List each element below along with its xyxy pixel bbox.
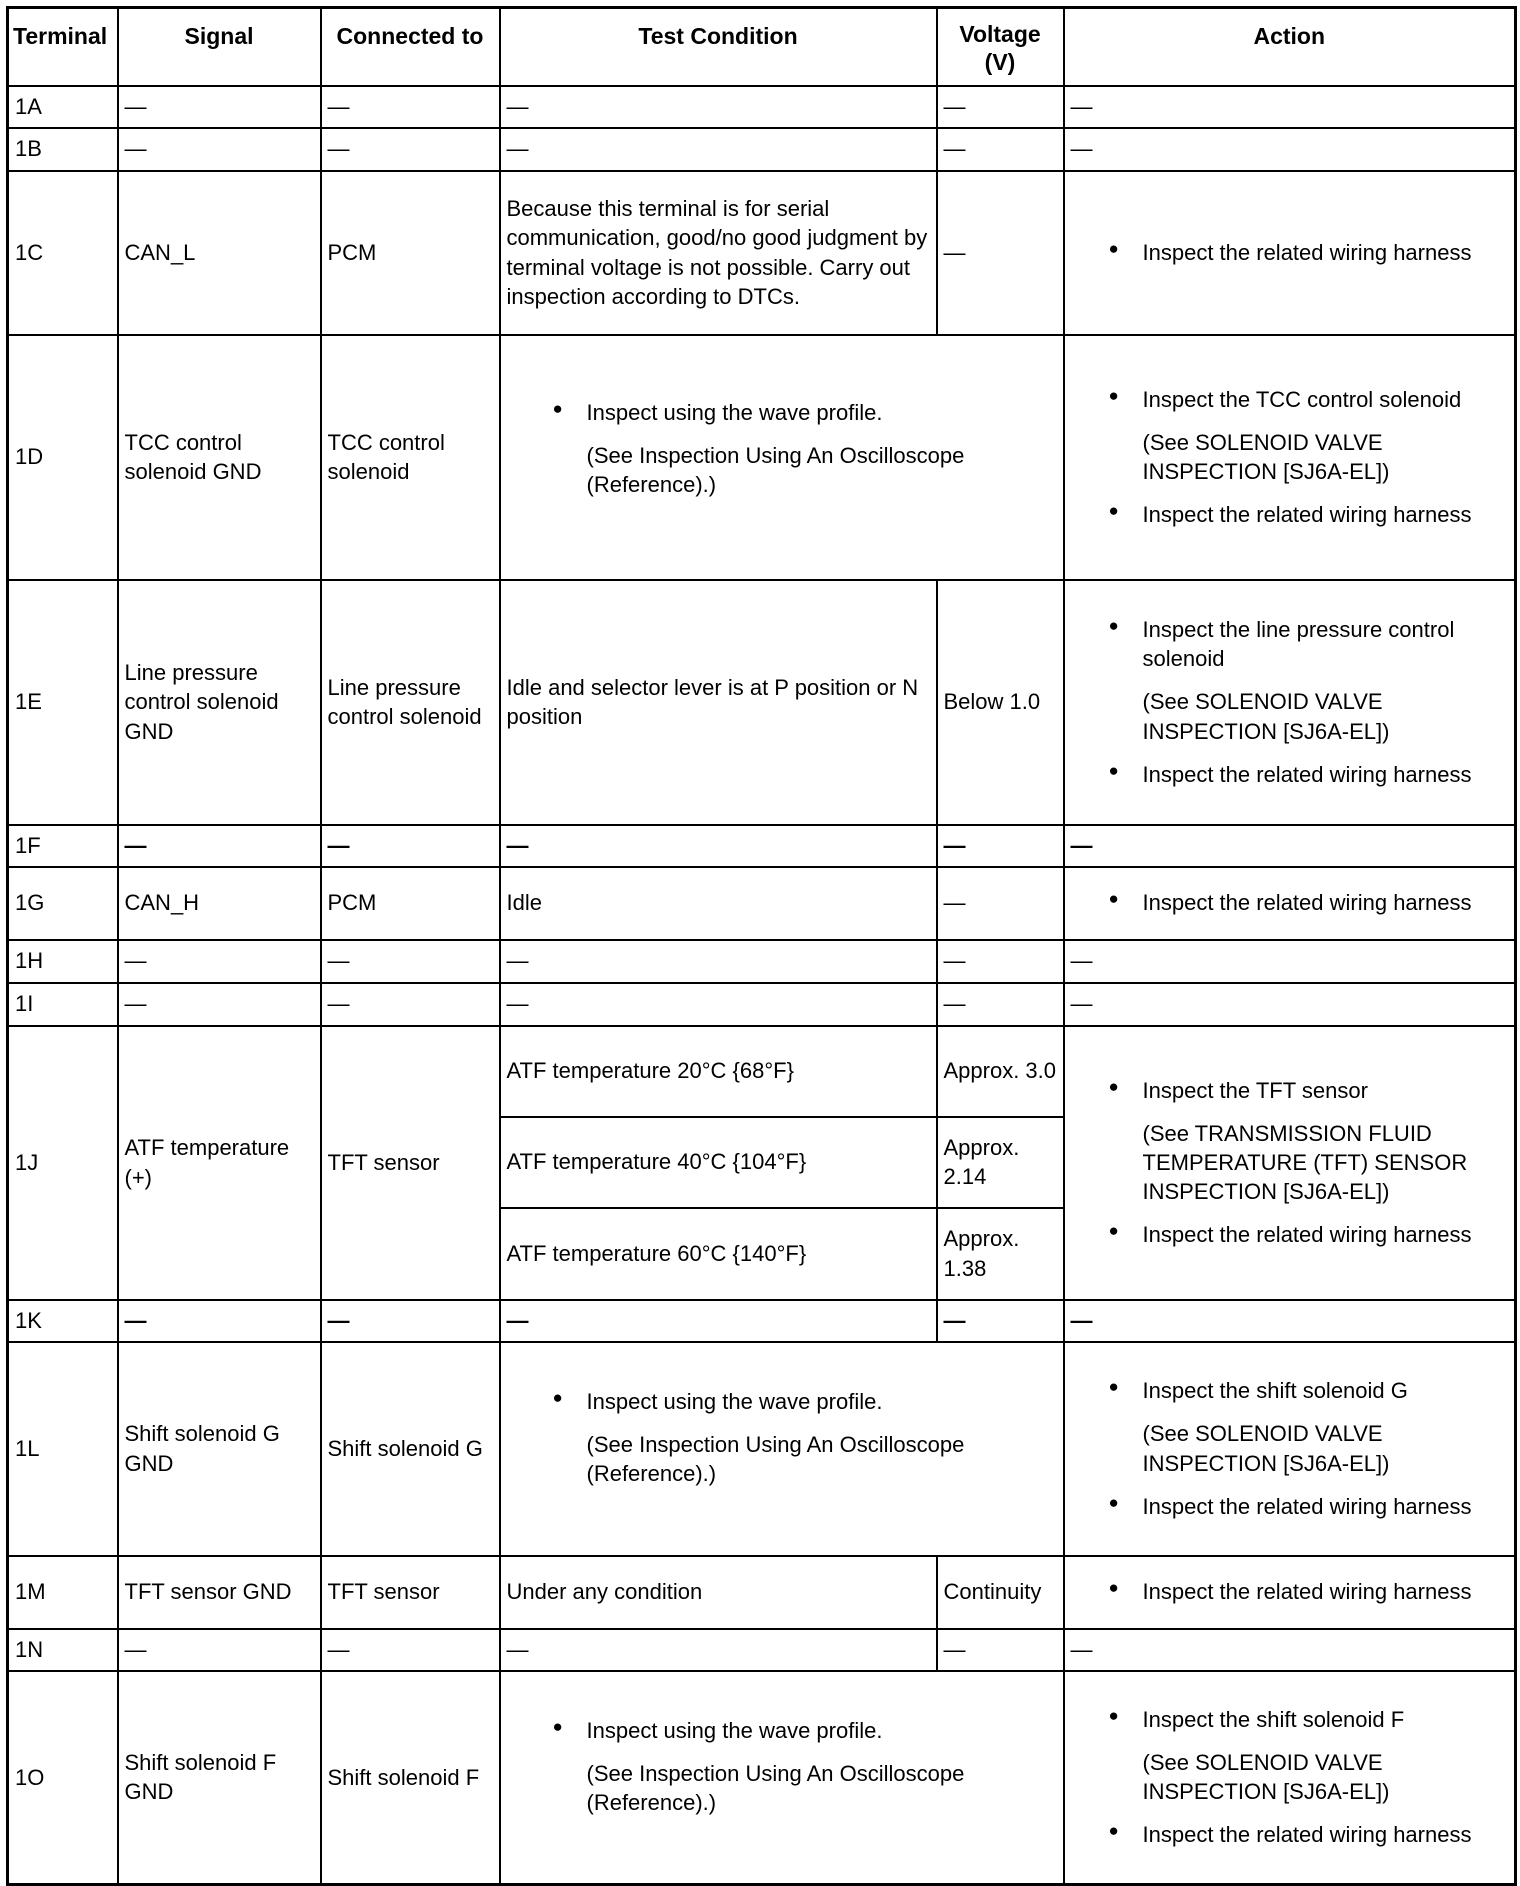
terminal-cell: 1N (8, 1629, 118, 1671)
action-item: ● Inspect the related wiring harness (1071, 1492, 1509, 1521)
table-row (8, 171, 1516, 335)
signal-cell: — (118, 1629, 321, 1671)
voltage-cell: — (937, 825, 1064, 867)
connected-to-cell: TFT sensor (321, 1556, 500, 1629)
voltage-cell: — (937, 86, 1064, 128)
action-item: ● Inspect the related wiring harness (1071, 238, 1509, 267)
signal-cell: — (118, 1300, 321, 1342)
voltage-cell: Below 1.0 (937, 580, 1064, 825)
signal-cell: — (118, 825, 321, 867)
voltage-cell: Approx. 2.14 (937, 1117, 1064, 1208)
connected-to-cell: — (321, 825, 500, 867)
action-cell: — (1064, 128, 1516, 171)
action-item: ● Inspect the related wiring harness (1071, 1577, 1509, 1606)
test-condition-cell: Idle (500, 867, 937, 940)
test-condition-cell: Idle and selector lever is at P position or N position (500, 580, 937, 825)
connected-to-cell: — (321, 128, 500, 171)
voltage-cell: — (937, 1300, 1064, 1342)
table-row (8, 825, 1516, 867)
action-reference: (See SOLENOID VALVE INSPECTION [SJ6A-EL]) (1142, 429, 1390, 484)
test-condition-cell: — (500, 983, 937, 1026)
terminal-cell: 1E (8, 580, 118, 825)
connected-to-cell: — (321, 940, 500, 983)
terminal-cell: 1A (8, 86, 118, 128)
test-condition-item: ● Inspect using the wave profile. (507, 1387, 1057, 1416)
header-row (8, 8, 1516, 86)
table-row (8, 940, 1516, 983)
connected-to-cell: Line pressure control solenoid (321, 580, 500, 825)
signal-cell: — (118, 983, 321, 1026)
voltage-cell: — (937, 983, 1064, 1026)
test-condition-cell: Because this terminal is for serial communication, good/no good judgment by terminal voltage is not possible. Carry out inspection according to DTCs. (500, 171, 937, 335)
test-condition-cell: — (500, 86, 937, 128)
action-item: ● Inspect the line pressure control solenoid (1071, 615, 1509, 673)
test-condition-item: ● Inspect using the wave profile. (507, 1716, 1057, 1745)
test-condition-cell (500, 1342, 1064, 1556)
connected-to-cell: — (321, 1300, 500, 1342)
signal-cell: Shift solenoid F GND (118, 1671, 321, 1885)
signal-cell: — (118, 128, 321, 171)
signal-cell: CAN_H (118, 867, 321, 940)
test-condition-item: ● Inspect using the wave profile. (507, 398, 1057, 427)
action-cell: — (1064, 940, 1516, 983)
connected-to-cell: TCC control solenoid (321, 335, 500, 580)
test-condition-cell: ATF temperature 40°C {104°F} (500, 1117, 937, 1208)
signal-cell: Shift solenoid G GND (118, 1342, 321, 1556)
connected-to-cell: PCM (321, 171, 500, 335)
test-condition-cell: ATF temperature 20°C {68°F} (500, 1026, 937, 1117)
test-condition-reference: (See Inspection Using An Oscilloscope (Reference).) (586, 442, 965, 497)
header-action: Action (1064, 8, 1516, 86)
test-condition-cell: — (500, 1300, 937, 1342)
action-cell: — (1064, 825, 1516, 867)
action-cell (1064, 171, 1516, 335)
connected-to-cell: TFT sensor (321, 1026, 500, 1300)
signal-cell: TCC control solenoid GND (118, 335, 321, 580)
test-condition-cell (500, 1671, 1064, 1885)
action-item: ● Inspect the related wiring harness (1071, 500, 1509, 529)
terminal-cell: 1O (8, 1671, 118, 1885)
terminal-cell: 1L (8, 1342, 118, 1556)
action-cell: — (1064, 983, 1516, 1026)
voltage-cell: — (937, 940, 1064, 983)
action-cell: — (1064, 1300, 1516, 1342)
table-row (8, 867, 1516, 940)
connected-to-cell: — (321, 86, 500, 128)
signal-cell: — (118, 940, 321, 983)
action-cell (1064, 1026, 1516, 1300)
action-cell (1064, 335, 1516, 580)
voltage-cell: Approx. 3.0 (937, 1026, 1064, 1117)
signal-cell: Line pressure control solenoid GND (118, 580, 321, 825)
action-reference: (See SOLENOID VALVE INSPECTION [SJ6A-EL]) (1142, 1750, 1390, 1805)
terminal-cell: 1K (8, 1300, 118, 1342)
test-condition-cell: Under any condition (500, 1556, 937, 1629)
header-connected-to: Connected to (321, 8, 500, 86)
connected-to-cell: PCM (321, 867, 500, 940)
action-cell: — (1064, 1629, 1516, 1671)
terminal-cell: 1I (8, 983, 118, 1026)
voltage-cell: — (937, 128, 1064, 171)
action-item: ● Inspect the shift solenoid F (1071, 1705, 1509, 1734)
action-item: ● Inspect the TCC control solenoid (1071, 385, 1509, 414)
table-row (8, 1026, 1516, 1117)
header-test-condition: Test Condition (500, 8, 937, 86)
terminal-cell: 1F (8, 825, 118, 867)
test-condition-cell: — (500, 825, 937, 867)
signal-cell: — (118, 86, 321, 128)
header-terminal: Terminal (8, 8, 118, 86)
table-row (8, 1342, 1516, 1556)
connected-to-cell: Shift solenoid G (321, 1342, 500, 1556)
test-condition-cell: ATF temperature 60°C {140°F} (500, 1208, 937, 1300)
action-reference: (See SOLENOID VALVE INSPECTION [SJ6A-EL]) (1142, 689, 1390, 744)
connected-to-cell: — (321, 983, 500, 1026)
table-row (8, 1629, 1516, 1671)
header-signal: Signal (118, 8, 321, 86)
table-row (8, 128, 1516, 171)
action-item: ● Inspect the related wiring harness (1071, 1220, 1509, 1249)
action-item: ● Inspect the related wiring harness (1071, 1820, 1509, 1849)
terminal-voltage-table (6, 6, 1517, 1886)
voltage-cell: — (937, 867, 1064, 940)
terminal-cell: 1C (8, 171, 118, 335)
table-row (8, 1671, 1516, 1885)
action-reference: (See TRANSMISSION FLUID TEMPERATURE (TFT) SENSOR INSPECTION [SJ6A-EL]) (1142, 1120, 1468, 1205)
action-item: ● Inspect the TFT sensor (1071, 1076, 1509, 1105)
test-condition-cell: — (500, 940, 937, 983)
voltage-cell: Approx. 1.38 (937, 1208, 1064, 1300)
table-row (8, 1300, 1516, 1342)
test-condition-cell: — (500, 128, 937, 171)
action-cell (1064, 1342, 1516, 1556)
action-item: ● Inspect the related wiring harness (1071, 760, 1509, 789)
terminal-cell: 1H (8, 940, 118, 983)
action-item: ● Inspect the related wiring harness (1071, 888, 1509, 917)
terminal-cell: 1B (8, 128, 118, 171)
action-cell (1064, 1671, 1516, 1885)
action-cell (1064, 580, 1516, 825)
voltage-cell: — (937, 171, 1064, 335)
connected-to-cell: — (321, 1629, 500, 1671)
table-row (8, 580, 1516, 825)
terminal-cell: 1J (8, 1026, 118, 1300)
test-condition-cell (500, 335, 1064, 580)
action-reference: (See SOLENOID VALVE INSPECTION [SJ6A-EL]) (1142, 1421, 1390, 1476)
signal-cell: TFT sensor GND (118, 1556, 321, 1629)
terminal-cell: 1G (8, 867, 118, 940)
signal-cell: ATF temperature (+) (118, 1026, 321, 1300)
test-condition-cell: — (500, 1629, 937, 1671)
signal-cell: CAN_L (118, 171, 321, 335)
terminal-cell: 1M (8, 1556, 118, 1629)
table-row (8, 335, 1516, 580)
voltage-cell: — (937, 1629, 1064, 1671)
action-item: ● Inspect the shift solenoid G (1071, 1376, 1509, 1405)
terminal-cell: 1D (8, 335, 118, 580)
table-row (8, 1556, 1516, 1629)
table-row (8, 86, 1516, 128)
action-cell (1064, 1556, 1516, 1629)
action-cell (1064, 867, 1516, 940)
test-condition-reference: (See Inspection Using An Oscilloscope (Reference).) (586, 1431, 965, 1486)
action-cell: — (1064, 86, 1516, 128)
voltage-cell: Continuity (937, 1556, 1064, 1629)
table-row (8, 983, 1516, 1026)
connected-to-cell: Shift solenoid F (321, 1671, 500, 1885)
header-voltage: Voltage (V) (937, 8, 1064, 86)
test-condition-reference: (See Inspection Using An Oscilloscope (Reference).) (586, 1760, 965, 1815)
